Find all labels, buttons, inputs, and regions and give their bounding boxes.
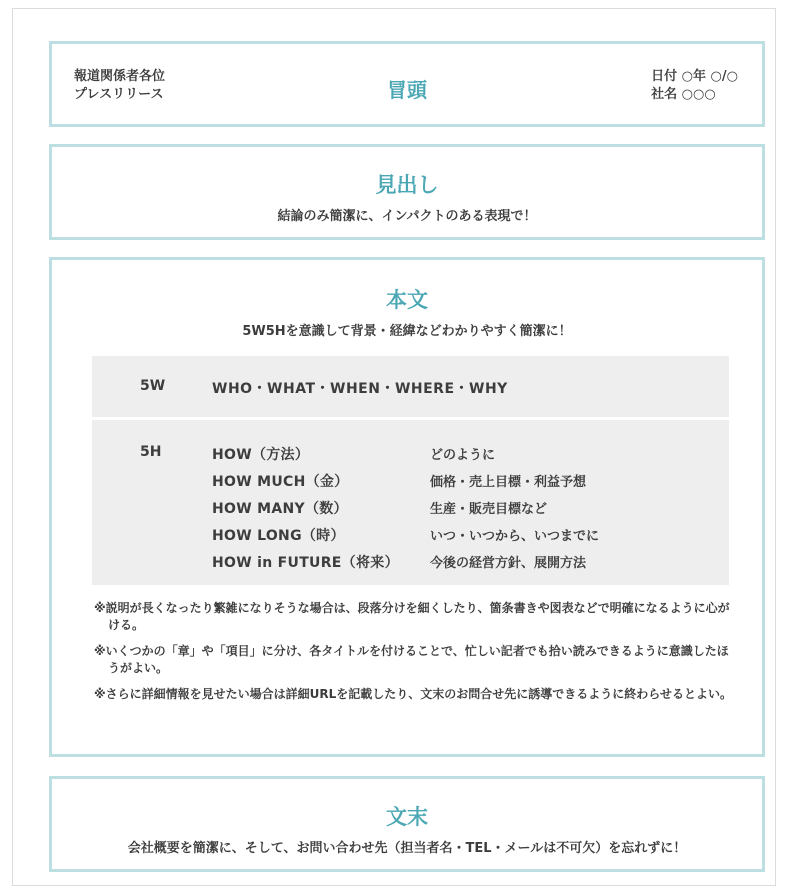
how-value: 今後の経営方針、展開方法 bbox=[430, 556, 587, 571]
note-item: ※説明が長くなったり繁雑になりそうな場合は、段落分けを細くしたり、箇条書きや図表などで明確になるように心がける。 bbox=[94, 601, 730, 632]
date-text: 日付 ○年 ○/○ bbox=[651, 69, 738, 84]
body-subtitle: 5W5Hを意識して背景・経緯などわかりやすく簡潔に！ bbox=[242, 324, 572, 339]
recipient-text: 報道関係者各位 bbox=[74, 69, 166, 84]
table-row-5w bbox=[92, 356, 729, 417]
document-frame bbox=[12, 8, 776, 886]
header-title: 冒頭 bbox=[387, 78, 427, 102]
body-section bbox=[49, 257, 765, 757]
header-right-block bbox=[651, 68, 738, 104]
how-value: 価格・売上目標・利益予想 bbox=[430, 475, 587, 490]
row-value-5w: WHO・WHAT・WHEN・WHERE・WHY bbox=[212, 381, 508, 397]
how-key: HOW（方法） bbox=[212, 447, 310, 463]
how-key: HOW MUCH（金） bbox=[212, 474, 349, 490]
note-item: ※いくつかの「章」や「項目」に分け、各タイトルを付けることで、忙しい記者でも拾い読みできるように意識したほうがよい。 bbox=[94, 644, 729, 675]
how-key: HOW LONG（時） bbox=[212, 528, 345, 544]
closing-subtitle: 会社概要を簡潔に、そして、お問い合わせ先（担当者名・TEL・メールは不可欠）を忘れずに！ bbox=[127, 841, 687, 856]
headline-subtitle: 結論のみ簡潔に、インパクトのある表現で！ bbox=[277, 209, 537, 224]
closing-title: 文末 bbox=[386, 805, 428, 829]
how-value: 生産・販売目標など bbox=[430, 502, 548, 517]
how-key: HOW MANY（数） bbox=[212, 501, 348, 517]
note-item: ※さらに詳細情報を見せたい場合は詳細URLを記載したり、文末のお問合せ先に誘導できるように終わらせるとよい。 bbox=[94, 687, 732, 701]
how-key: HOW in FUTURE（将来） bbox=[212, 555, 399, 571]
notes-list bbox=[94, 600, 734, 712]
row-label-5h: 5H bbox=[140, 444, 162, 460]
how-value: いつ・いつから、いつまでに bbox=[430, 529, 600, 544]
row-label-5w: 5W bbox=[140, 378, 166, 394]
closing-section bbox=[49, 776, 765, 872]
body-title: 本文 bbox=[386, 288, 428, 312]
headline-title: 見出し bbox=[375, 173, 439, 197]
header-section bbox=[49, 41, 765, 127]
press-release-text: プレスリリース bbox=[74, 87, 164, 102]
how-value: どのように bbox=[430, 448, 496, 463]
table-row-5h bbox=[92, 420, 729, 585]
company-text: 社名 ○○○ bbox=[651, 87, 716, 102]
headline-section bbox=[49, 144, 765, 240]
